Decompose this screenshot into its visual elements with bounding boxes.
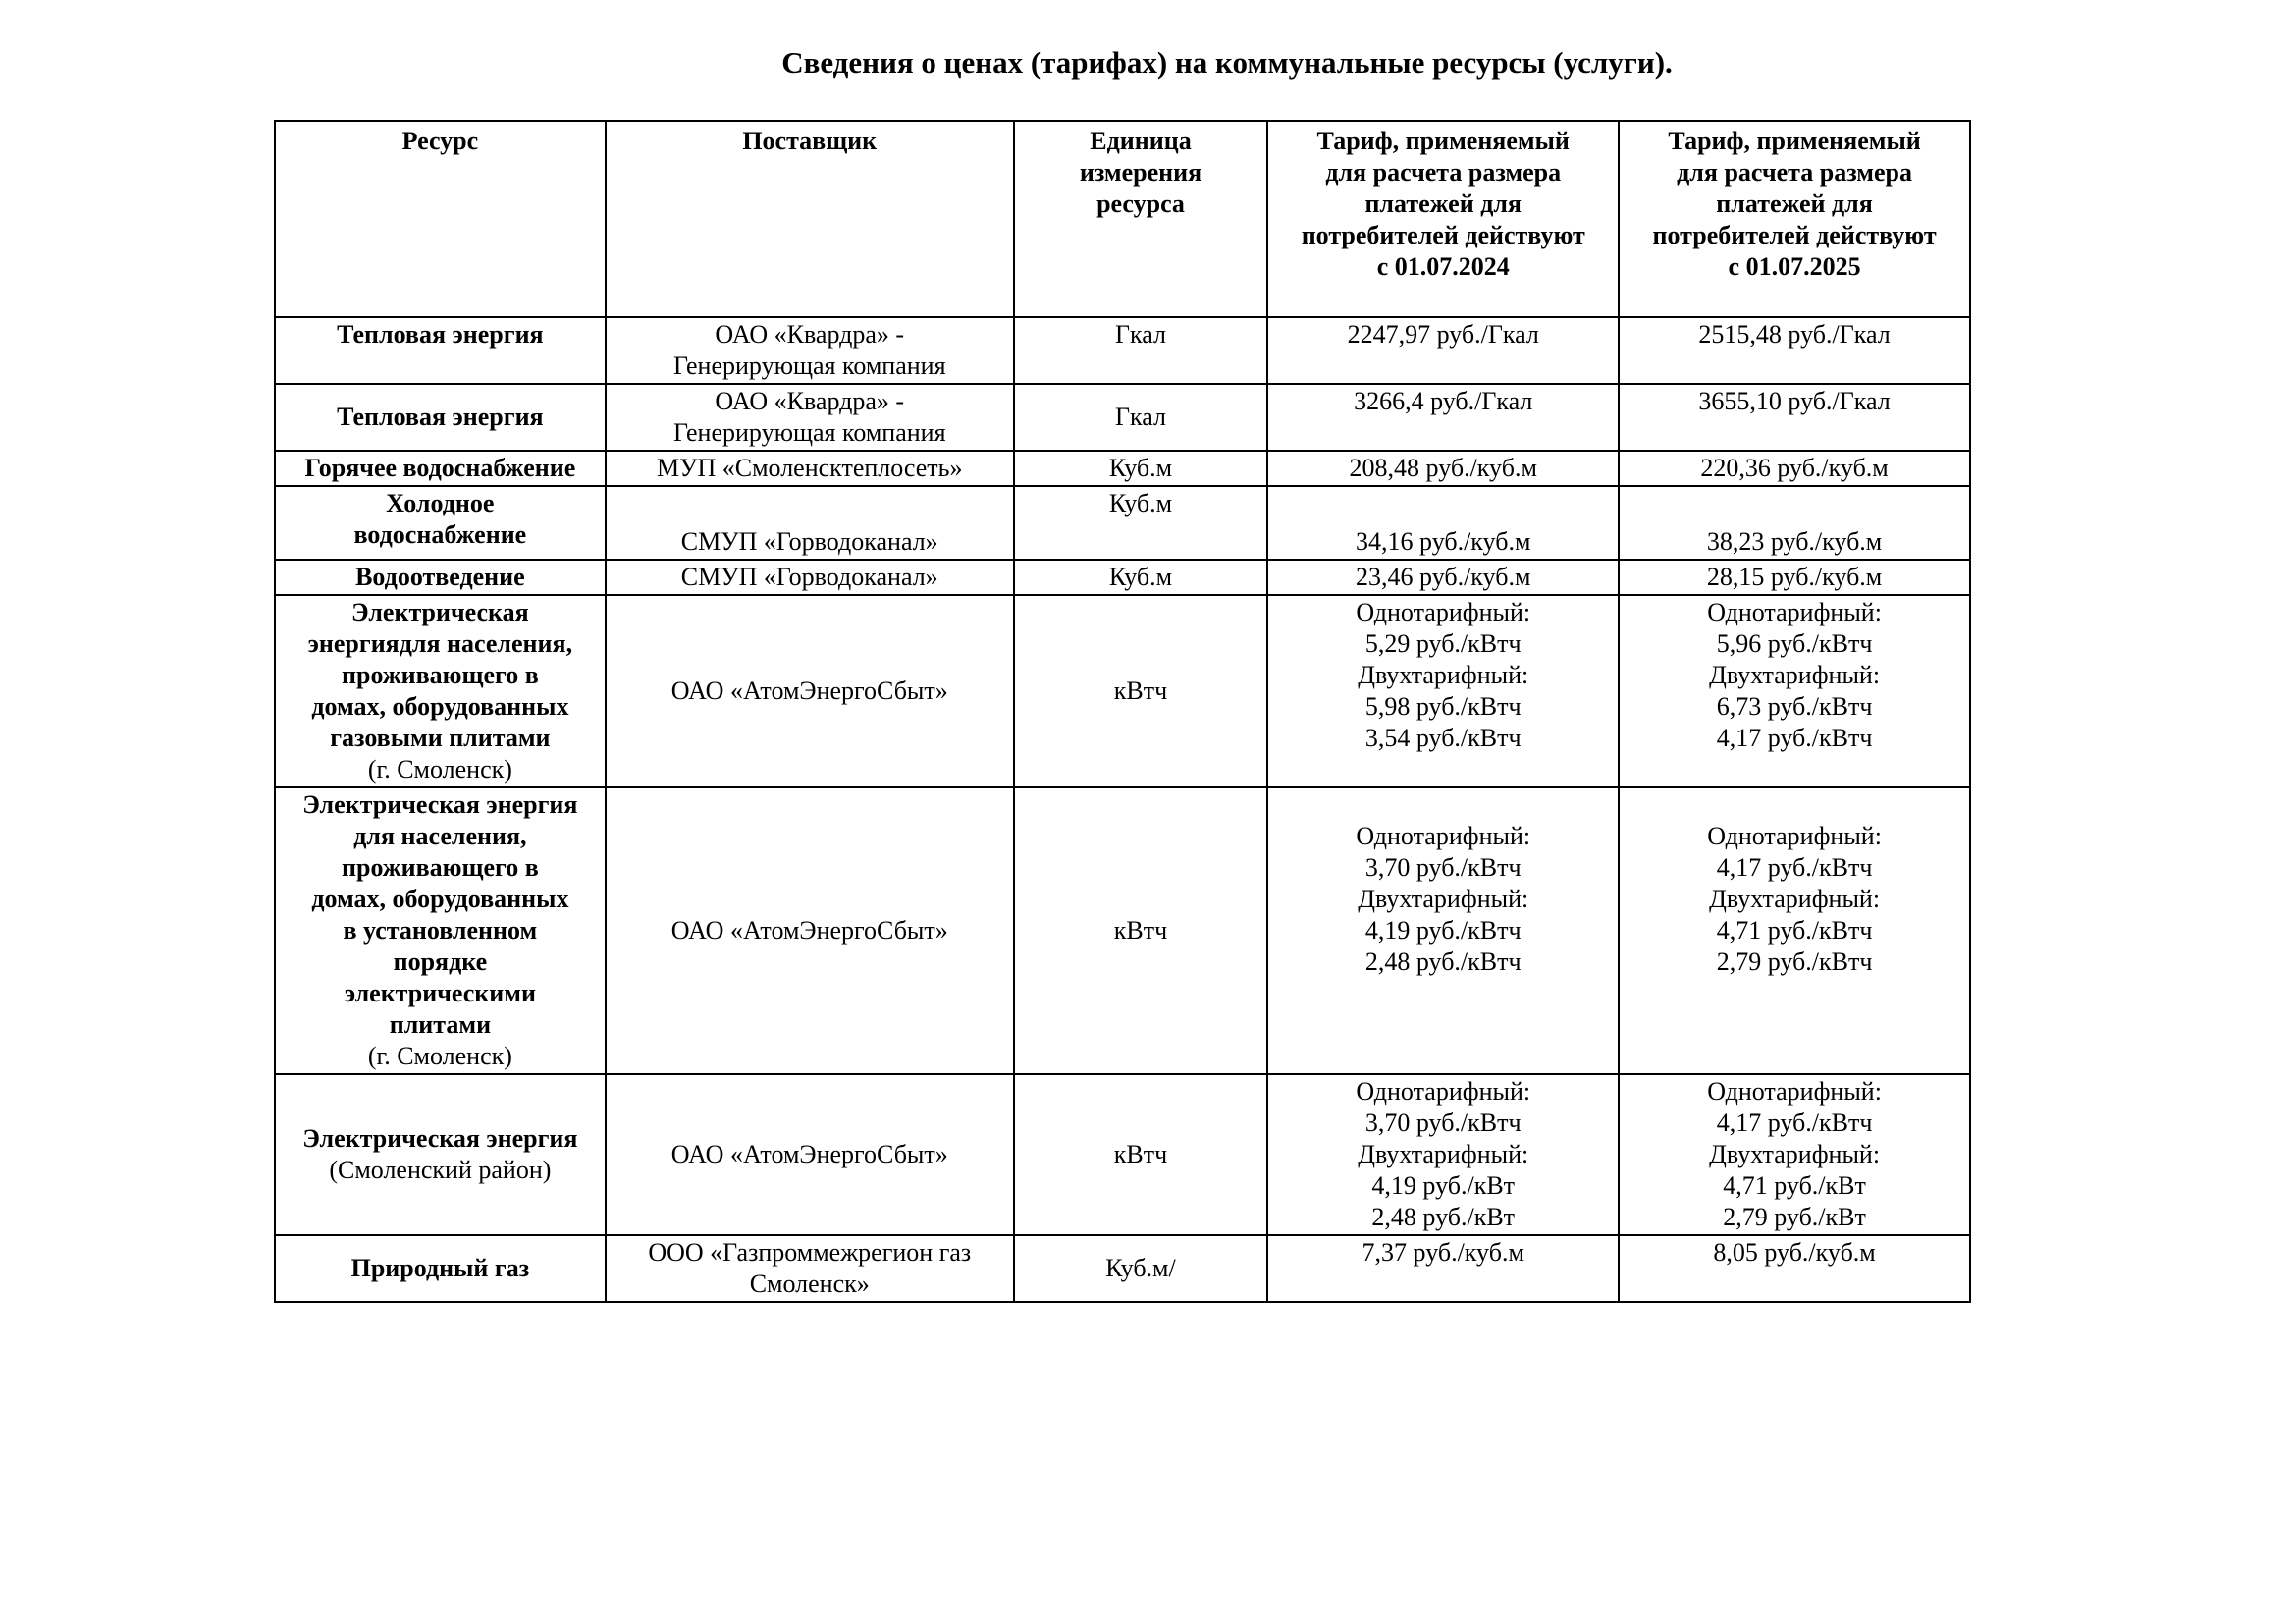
tariff-2025-cell — [1619, 451, 1970, 486]
tariff-line: 38,23 руб./куб.м — [1706, 527, 1883, 556]
resource-line: газовыми плитами — [330, 724, 551, 752]
table-row — [275, 787, 1970, 1074]
tariff-line: 3,54 руб./кВтч — [1364, 724, 1522, 752]
supplier-line: ОАО «Квардра» - — [715, 320, 905, 349]
tariff-line: 2,48 руб./кВтч — [1364, 947, 1522, 976]
tariff-line: Однотарифный: — [1356, 822, 1531, 850]
tariff-line: 6,73 руб./кВтч — [1716, 692, 1873, 721]
table-header-row — [275, 121, 1970, 317]
resource-cell — [275, 486, 606, 560]
tariff-2025-cell — [1619, 1235, 1970, 1302]
supplier-cell — [606, 1074, 1014, 1235]
tariff-2025-cell — [1619, 1074, 1970, 1235]
header-tariff-2024-line: для расчета размера — [1325, 158, 1562, 187]
tariff-2024-cell — [1267, 1074, 1619, 1235]
supplier-line: Генерирующая компания — [672, 352, 946, 380]
tariff-line: Однотарифный: — [1707, 822, 1882, 850]
tariff-line: 220,36 руб./куб.м — [1700, 454, 1889, 482]
tariff-line: 4,71 руб./кВтч — [1716, 916, 1873, 945]
tariff-line: 2515,48 руб./Гкал — [1698, 320, 1891, 349]
resource-note: (г. Смоленск) — [367, 755, 512, 784]
supplier-cell — [606, 595, 1014, 787]
tariff-line: 5,98 руб./кВтч — [1364, 692, 1522, 721]
header-tariff-2025-line: с 01.07.2025 — [1728, 252, 1861, 281]
unit-cell: Куб.м/ — [1014, 1235, 1268, 1302]
supplier-cell — [606, 486, 1014, 560]
resource-cell — [275, 1074, 606, 1235]
tariff-line: 4,17 руб./кВтч — [1716, 724, 1873, 752]
tariff-line: Двухтарифный: — [1358, 661, 1529, 689]
unit-cell: Куб.м — [1014, 451, 1268, 486]
resource-line: в установленном — [343, 916, 538, 945]
tariff-2025-cell — [1619, 317, 1970, 384]
resource-line: Горячее водоснабжение — [304, 454, 576, 482]
tariff-line: Двухтарифный: — [1709, 661, 1881, 689]
header-tariff-2024-line: потребителей действуют — [1301, 221, 1585, 249]
tariff-2024-cell — [1267, 787, 1619, 1074]
tariff-2024-cell — [1267, 384, 1619, 451]
tariff-2024-cell — [1267, 317, 1619, 384]
tariff-line: 8,05 руб./куб.м — [1713, 1238, 1876, 1267]
header-tariff-2025 — [1619, 121, 1970, 317]
page-title: Сведения о ценах (тарифах) на коммунальные ресурсы (услуги). — [781, 45, 1673, 80]
resource-line: Холодное — [386, 489, 495, 517]
supplier-line: Генерирующая компания — [672, 418, 946, 447]
header-tariff-2025-line: для расчета размера — [1677, 158, 1912, 187]
table-row — [275, 1235, 1970, 1302]
tariff-line: 208,48 руб./куб.м — [1349, 454, 1537, 482]
tariff-2024-cell — [1267, 451, 1619, 486]
tariff-line: Двухтарифный: — [1709, 885, 1881, 913]
unit-cell: кВтч — [1014, 595, 1268, 787]
supplier-line: СМУП «Горводоканал» — [680, 563, 938, 591]
header-unit — [1014, 121, 1268, 317]
resource-cell — [275, 595, 606, 787]
header-tariff-2024-line: с 01.07.2024 — [1376, 252, 1510, 281]
tariff-line: 4,71 руб./кВт — [1723, 1171, 1866, 1200]
resource-cell — [275, 1235, 606, 1302]
supplier-cell — [606, 1235, 1014, 1302]
resource-line: электрическими — [344, 979, 536, 1007]
supplier-cell — [606, 560, 1014, 595]
resource-line: Тепловая энергия — [337, 403, 544, 431]
tariff-2025-cell — [1619, 595, 1970, 787]
tariff-line: 4,19 руб./кВт — [1371, 1171, 1516, 1200]
unit-cell: кВтч — [1014, 1074, 1268, 1235]
resource-cell — [275, 560, 606, 595]
tariff-2025-cell — [1619, 384, 1970, 451]
tariff-2024-cell — [1267, 595, 1619, 787]
resource-cell — [275, 384, 606, 451]
tariff-line: 4,17 руб./кВтч — [1716, 853, 1873, 882]
resource-line: проживающего в — [342, 853, 539, 882]
resource-line: проживающего в — [342, 661, 539, 689]
table-row — [275, 451, 1970, 486]
header-tariff-2025-line: платежей для — [1716, 189, 1873, 218]
tariff-line: 23,46 руб./куб.м — [1356, 563, 1531, 591]
supplier-line: МУП «Смоленсктеплосеть» — [656, 454, 963, 482]
supplier-cell — [606, 451, 1014, 486]
tariff-line: Однотарифный: — [1707, 598, 1882, 626]
resource-line: водоснабжение — [353, 520, 527, 549]
header-tariff-2025-line: потребителей действуют — [1652, 221, 1937, 249]
resource-cell — [275, 787, 606, 1074]
header-unit-line: Единица — [1090, 127, 1192, 155]
tariff-2024-cell — [1267, 560, 1619, 595]
table-row — [275, 560, 1970, 595]
tariff-line: 3266,4 руб./Гкал — [1354, 387, 1533, 415]
header-tariff-2024-line: Тариф, применяемый — [1316, 127, 1570, 155]
tariff-line: 4,19 руб./кВтч — [1364, 916, 1522, 945]
header-tariff-2024 — [1267, 121, 1619, 317]
resource-line: Водоотведение — [355, 563, 525, 591]
tariff-line: Однотарифный: — [1356, 598, 1531, 626]
supplier-line: ООО «Газпроммежрегион газ — [648, 1238, 972, 1267]
resource-line: Электрическая — [351, 598, 529, 626]
resource-line: домах, оборудованных — [311, 885, 569, 913]
tariff-line: 3655,10 руб./Гкал — [1698, 387, 1891, 415]
tariff-line: 7,37 руб./куб.м — [1362, 1238, 1524, 1267]
supplier-line: Смоленск» — [749, 1270, 870, 1298]
unit-cell: Куб.м — [1014, 560, 1268, 595]
tariff-line: Однотарифный: — [1707, 1077, 1882, 1106]
tariff-line: 2,79 руб./кВт — [1723, 1203, 1866, 1231]
tariff-line: Однотарифный: — [1356, 1077, 1531, 1106]
resource-line: Природный газ — [350, 1254, 530, 1282]
supplier-line: ОАО «АтомЭнергоСбыт» — [670, 1140, 948, 1168]
resource-line: для населения, — [353, 822, 527, 850]
resource-line: энергиядля населения, — [307, 629, 573, 658]
tariff-line: Двухтарифный: — [1358, 1140, 1529, 1168]
tariff-2025-cell — [1619, 560, 1970, 595]
tariff-line: 2247,97 руб./Гкал — [1347, 320, 1539, 349]
header-resource: Ресурс — [275, 121, 606, 317]
tariff-2025-cell — [1619, 486, 1970, 560]
resource-line: Электрическая энергия — [302, 790, 578, 819]
table-row — [275, 1074, 1970, 1235]
tariff-line: Двухтарифный: — [1709, 1140, 1881, 1168]
header-unit-line: измерения — [1079, 158, 1202, 187]
supplier-line: ОАО «АтомЭнергоСбыт» — [670, 677, 948, 705]
supplier-cell — [606, 317, 1014, 384]
supplier-cell — [606, 384, 1014, 451]
resource-note: (Смоленский район) — [329, 1156, 552, 1184]
table-row — [275, 595, 1970, 787]
resource-cell — [275, 317, 606, 384]
tariff-line: 3,70 руб./кВтч — [1364, 1109, 1522, 1137]
table-row — [275, 486, 1970, 560]
unit-cell: Гкал — [1014, 317, 1268, 384]
table-row — [275, 384, 1970, 451]
header-unit-line: ресурса — [1096, 189, 1185, 218]
supplier-cell — [606, 787, 1014, 1074]
unit-cell: кВтч — [1014, 787, 1268, 1074]
tariff-line: 5,29 руб./кВтч — [1364, 629, 1522, 658]
tariff-table — [274, 120, 1971, 1303]
resource-line: порядке — [393, 947, 488, 976]
header-tariff-2025-line: Тариф, применяемый — [1668, 127, 1921, 155]
supplier-line: СМУП «Горводоканал» — [680, 527, 938, 556]
tariff-line: 4,17 руб./кВтч — [1716, 1109, 1873, 1137]
tariff-line: 5,96 руб./кВтч — [1716, 629, 1873, 658]
resource-line: Тепловая энергия — [337, 320, 544, 349]
resource-cell — [275, 451, 606, 486]
tariff-line: 28,15 руб./куб.м — [1706, 563, 1883, 591]
supplier-line: ОАО «АтомЭнергоСбыт» — [670, 916, 948, 945]
resource-line: Электрическая энергия — [302, 1124, 578, 1153]
tariff-line: Двухтарифный: — [1358, 885, 1529, 913]
resource-line: домах, оборудованных — [311, 692, 569, 721]
tariff-line: 2,79 руб./кВтч — [1716, 947, 1873, 976]
tariff-2024-cell — [1267, 486, 1619, 560]
unit-cell: Гкал — [1014, 384, 1268, 451]
resource-note: (г. Смоленск) — [367, 1042, 512, 1070]
unit-cell: Куб.м — [1014, 486, 1268, 560]
tariff-2024-cell — [1267, 1235, 1619, 1302]
tariff-2025-cell — [1619, 787, 1970, 1074]
resource-line: плитами — [389, 1010, 492, 1039]
tariff-line: 3,70 руб./кВтч — [1364, 853, 1522, 882]
header-supplier: Поставщик — [606, 121, 1014, 317]
tariff-line: 34,16 руб./куб.м — [1356, 527, 1531, 556]
supplier-line: ОАО «Квардра» - — [715, 387, 905, 415]
header-tariff-2024-line: платежей для — [1364, 189, 1522, 218]
tariff-line: 2,48 руб./кВт — [1371, 1203, 1516, 1231]
table-row — [275, 317, 1970, 384]
